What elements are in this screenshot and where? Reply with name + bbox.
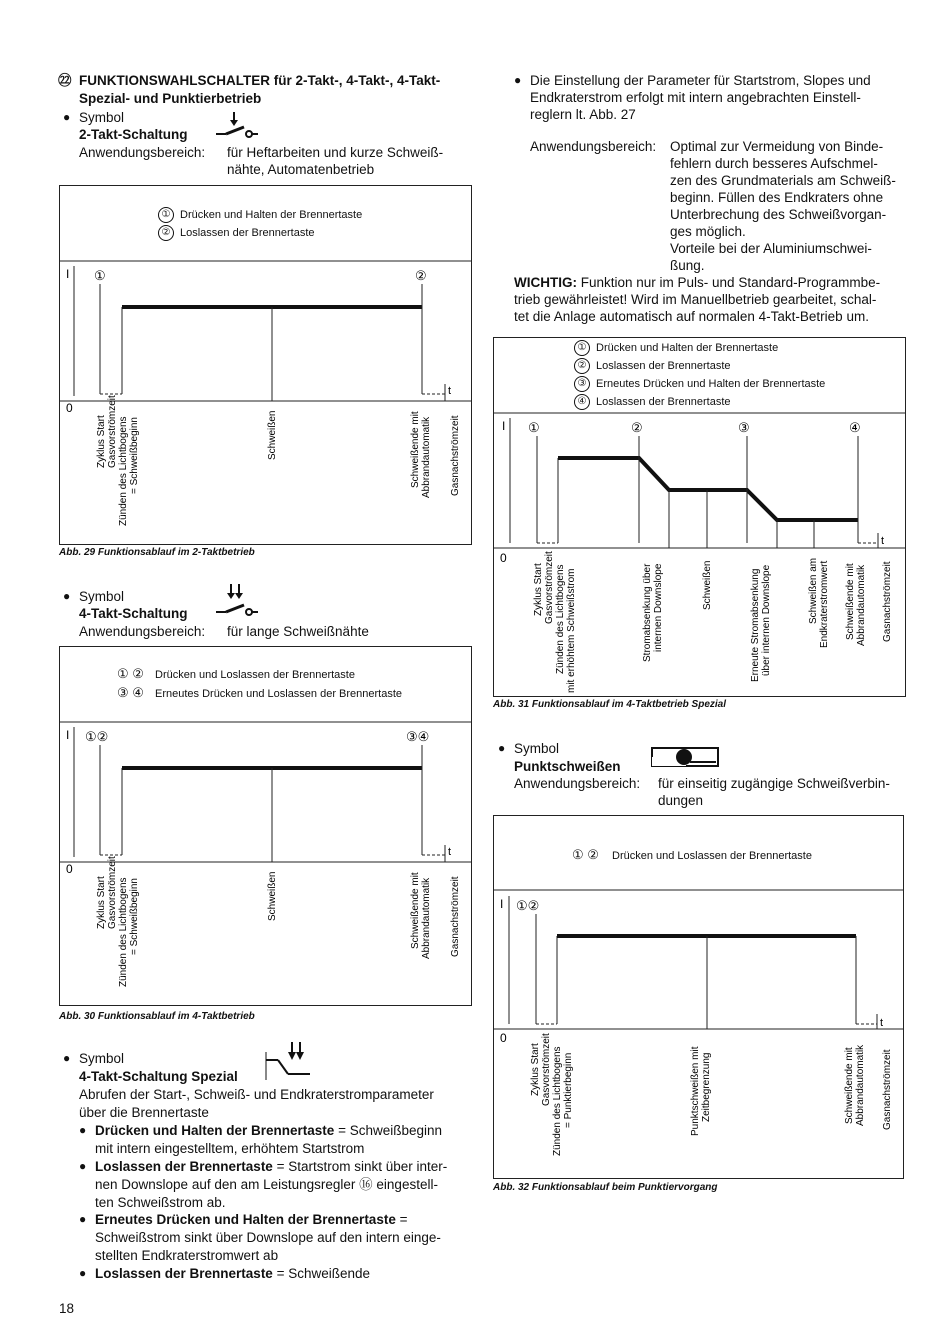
- step-2-line3: ten Schweißstrom ab.: [95, 1195, 226, 1210]
- label-weld-end: Schweißende mit: [845, 563, 856, 640]
- label-raised-current: mit erhöhtem Schweißstrom: [566, 568, 577, 693]
- step-4-bold: Loslassen der Brennertaste: [95, 1266, 273, 1281]
- label-gas-post: Gasnachströmzeit: [450, 415, 461, 496]
- area-text-4b: dungen: [658, 793, 704, 808]
- right-area-label: Anwendungsbereich:: [530, 139, 657, 154]
- legend-text: Drücken und Loslassen der Brennertaste: [612, 850, 812, 862]
- step-3-rest: =: [395, 1212, 408, 1227]
- two-stroke-title: 2-Takt-Schaltung: [79, 127, 188, 142]
- diagram-4-stroke-special: [493, 337, 906, 697]
- legend-text: Drücken und Halten der Brennertaste: [180, 209, 363, 221]
- four-stroke-special-icon: [264, 1040, 314, 1084]
- axis-zero: 0: [66, 862, 73, 876]
- label-weld-end: Schweißende mit: [410, 411, 421, 488]
- figure-caption-30: Abb. 30 Funktionsablauf im 4-Taktbetrieb: [59, 1011, 255, 1022]
- important-note-line2: trieb gewährleistet! Wird im Manuellbetrieb gearbeitet, schal-: [514, 292, 877, 307]
- legend-num: ①: [574, 340, 590, 356]
- label-ignition: Zünden des Lichtbogens: [118, 877, 129, 987]
- figure-caption-29: Abb. 29 Funktionsablauf im 2-Taktbetrieb: [59, 547, 255, 558]
- legend-num: ① ②: [572, 847, 599, 862]
- label-weld-start: = Schweißbeginn: [129, 878, 140, 955]
- axis-t: t: [880, 1017, 884, 1029]
- diagram-4-stroke: [59, 646, 472, 1006]
- marker-1: ①: [528, 420, 540, 435]
- label-burnoff: Abbrandautomatik: [856, 564, 867, 646]
- step-2: [95, 1158, 447, 1175]
- label-gas-post: Gasnachströmzeit: [882, 1049, 893, 1130]
- label-gas-pre: Gasvorströmzeit: [107, 395, 118, 468]
- axis-t: t: [881, 535, 885, 547]
- diagram-1-graph: [60, 186, 471, 544]
- axis-i: I: [66, 267, 70, 281]
- step-3-bold: Erneutes Drücken und Halten der Brennertaste: [95, 1212, 396, 1227]
- four-stroke-special-title: 4-Takt-Schaltung Spezial: [79, 1069, 238, 1084]
- legend-num: ①: [158, 207, 174, 223]
- special-desc-2: über die Brennertaste: [79, 1105, 209, 1120]
- symbol-label-2: ● Symbol: [79, 588, 124, 605]
- marker-4: ④: [849, 420, 861, 435]
- legend-num: ③ ④: [117, 685, 144, 700]
- diagram-2-graph: [60, 647, 471, 1005]
- axis-zero: 0: [66, 401, 73, 415]
- axis-zero: 0: [500, 551, 507, 565]
- legend-text: Loslassen der Brennertaste: [596, 396, 731, 408]
- right-area-text: [670, 138, 905, 274]
- area-text-4a: für einseitig zugängige Schweißverbin-: [658, 776, 890, 791]
- diagram-3-graph: [494, 338, 905, 696]
- area-label-1: Anwendungsbereich:: [79, 145, 206, 160]
- area-line: zen des Grundmaterials am Schweiß-: [670, 173, 896, 188]
- step-4-rest: = Schweißende: [272, 1266, 371, 1281]
- four-stroke-symbol-icon: [212, 584, 262, 618]
- spot-weld-title: Punktschweißen: [514, 759, 621, 774]
- legend-num: ②: [158, 225, 174, 241]
- label-time-limit: Zeitbegrenzung: [701, 1052, 712, 1122]
- label-burnoff: Abbrandautomatik: [855, 1044, 866, 1126]
- section-number-badge: ㉒: [58, 73, 72, 88]
- label-burnoff: Abbrandautomatik: [421, 416, 432, 498]
- label-ignition: Zünden des Lichtbogens: [552, 1046, 563, 1156]
- label-repeat-downslope: über internen Downslope: [761, 564, 772, 676]
- symbol-label-1: ● Symbol: [79, 109, 124, 126]
- step-1-line2: mit intern eingestelltem, erhöhtem Startstrom: [95, 1141, 365, 1156]
- important-note-line1: [514, 274, 880, 291]
- marker-top-left: ①: [94, 268, 106, 283]
- marker-3: ③: [738, 420, 750, 435]
- diagram-1-labels: [96, 395, 461, 526]
- marker-top-right: ③④: [406, 729, 430, 744]
- legend-text: Erneutes Drücken und Loslassen der Brennertaste: [155, 688, 403, 700]
- marker-top-left: ①②: [516, 898, 540, 913]
- label-welding: Schweißen: [702, 560, 713, 610]
- area-text-2: für lange Schweißnähte: [227, 624, 369, 639]
- axis-i: I: [66, 728, 70, 742]
- area-line: fehlern durch besseres Aufschmel-: [670, 156, 878, 171]
- right-para-line2: Endkraterstrom erfolgt mit intern angebrachten Einstell-: [530, 90, 861, 105]
- legend-num: ④: [574, 394, 590, 410]
- page-number: 18: [59, 1301, 75, 1316]
- area-label-4: Anwendungsbereich:: [514, 776, 641, 791]
- label-welding: Schweißen: [267, 410, 278, 460]
- area-text-1b: nähte, Automatenbetrieb: [227, 162, 375, 177]
- label-gas-pre: Gasvorströmzeit: [107, 856, 118, 929]
- label-gas-post: Gasnachströmzeit: [882, 561, 893, 642]
- label-burnoff: Abbrandautomatik: [421, 877, 432, 959]
- diagram-4-labels: [530, 1033, 893, 1156]
- step-4: [95, 1265, 370, 1282]
- label-welding: Schweißen: [267, 871, 278, 921]
- area-line: Unterbrechung des Schweißvorgan-: [670, 207, 887, 222]
- step-1: [95, 1122, 442, 1139]
- label-spot-start: = Punktierbeginn: [563, 1052, 574, 1128]
- axis-i: I: [502, 419, 506, 433]
- axis-i: I: [500, 897, 504, 911]
- step-2-line2: nen Downslope auf den am Leistungsregler ⑯ eingestell-: [95, 1177, 438, 1192]
- step-3-line2: Schweißstrom sinkt über Downslope auf den intern einge-: [95, 1230, 441, 1245]
- important-note-line3: tet die Anlage automatisch auf normalen 4-Takt-Betrieb um.: [514, 309, 869, 324]
- label-weld-start: = Schweißbeginn: [129, 417, 140, 494]
- special-desc-1: Abrufen der Start-, Schweiß- und Endkraterstromparameter: [79, 1087, 434, 1102]
- figure-caption-31: Abb. 31 Funktionsablauf im 4-Taktbetrieb Spezial: [493, 699, 727, 710]
- label-ignition: Zünden des Lichtbogens: [555, 564, 566, 674]
- area-label-2: Anwendungsbereich:: [79, 624, 206, 639]
- diagram-4-graph: [494, 816, 903, 1178]
- label-weld-end: Schweißende mit: [844, 1047, 855, 1124]
- label-cycle-start: Zyklus Start: [96, 415, 107, 468]
- step-3: [95, 1211, 407, 1228]
- label-ignition: Zünden des Lichtbogens: [118, 416, 129, 526]
- marker-top-right: ②: [415, 268, 427, 283]
- diagram-3-labels: [533, 551, 893, 693]
- diagram-2-labels: [96, 856, 461, 987]
- label-cycle-start: Zyklus Start: [96, 876, 107, 929]
- legend-text: Drücken und Loslassen der Brennertaste: [155, 669, 355, 681]
- axis-zero: 0: [500, 1031, 507, 1045]
- diagram-spot-weld: [493, 815, 904, 1179]
- area-line: Optimal zur Vermeidung von Binde-: [670, 139, 884, 154]
- step-3-line3: stellten Endkraterstromwert ab: [95, 1248, 279, 1263]
- legend-text: Erneutes Drücken und Halten der Brennertaste: [596, 378, 826, 390]
- axis-t: t: [448, 385, 452, 397]
- legend-text: Loslassen der Brennertaste: [180, 227, 315, 239]
- two-stroke-symbol-icon: [212, 112, 262, 140]
- area-text-1a: für Heftarbeiten und kurze Schweiß-: [227, 145, 444, 160]
- important-text: Funktion nur im Puls- und Standard-Programmbe-: [577, 275, 881, 290]
- section-heading: FUNKTIONSWAHLSCHALTER für 2-Takt-, 4-Takt-, 4-Takt-: [79, 73, 441, 88]
- step-2-rest: = Startstrom sinkt über inter-: [272, 1159, 448, 1174]
- label-cycle-start: Zyklus Start: [533, 563, 544, 616]
- axis-t: t: [448, 846, 452, 858]
- label-gas-pre: Gasvorströmzeit: [544, 551, 555, 624]
- label-spot-weld: Punktschweißen mit: [690, 1046, 701, 1136]
- marker-top-left: ①②: [85, 729, 109, 744]
- label-repeat-lowering: Erneute Stromabsenkung: [750, 568, 761, 682]
- legend-text: Drücken und Halten der Brennertaste: [596, 342, 779, 354]
- legend-num: ②: [574, 358, 590, 374]
- legend-num: ① ②: [117, 666, 144, 681]
- area-line: ges möglich.: [670, 224, 746, 239]
- spot-weld-symbol-icon: [650, 744, 722, 772]
- area-line: ßung.: [670, 258, 705, 273]
- right-para-line1: ● Die Einstellung der Parameter für Startstrom, Slopes und: [530, 72, 871, 89]
- legend-text: Loslassen der Brennertaste: [596, 360, 731, 372]
- step-2-bold: Loslassen der Brennertaste: [95, 1159, 273, 1174]
- label-gas-post: Gasnachströmzeit: [450, 876, 461, 957]
- label-crater-weld: Schweißen am: [808, 557, 819, 624]
- label-gas-pre: Gasvorströmzeit: [541, 1033, 552, 1106]
- legend-num: ③: [574, 376, 590, 392]
- label-weld-end: Schweißende mit: [410, 872, 421, 949]
- label-cycle-start: Zyklus Start: [530, 1043, 541, 1096]
- important-label: WICHTIG:: [514, 275, 577, 290]
- area-line: Vorteile bei der Aluminiumschwei-: [670, 241, 872, 256]
- area-line: beginn. Füllen des Endkraters ohne: [670, 190, 884, 205]
- section-heading-2: Spezial- und Punktierbetrieb: [79, 91, 262, 106]
- four-stroke-title: 4-Takt-Schaltung: [79, 606, 188, 621]
- figure-caption-32: Abb. 32 Funktionsablauf beim Punktiervorgang: [493, 1182, 718, 1193]
- label-current-lowering: Stromabsenkung über: [642, 563, 653, 662]
- marker-2: ②: [631, 420, 643, 435]
- diagram-2-stroke: [59, 185, 472, 545]
- label-crater-value: Endkraterstromwert: [819, 560, 830, 648]
- symbol-label-3: ● Symbol: [79, 1050, 124, 1067]
- step-1-rest: = Schweißbeginn: [334, 1123, 443, 1138]
- symbol-label-4: ● Symbol: [514, 740, 559, 757]
- step-1-bold: Drücken und Halten der Brennertaste: [95, 1123, 335, 1138]
- label-internal-downslope: internen Downslope: [653, 563, 664, 652]
- right-para-line3: reglern lt. Abb. 27: [530, 107, 636, 122]
